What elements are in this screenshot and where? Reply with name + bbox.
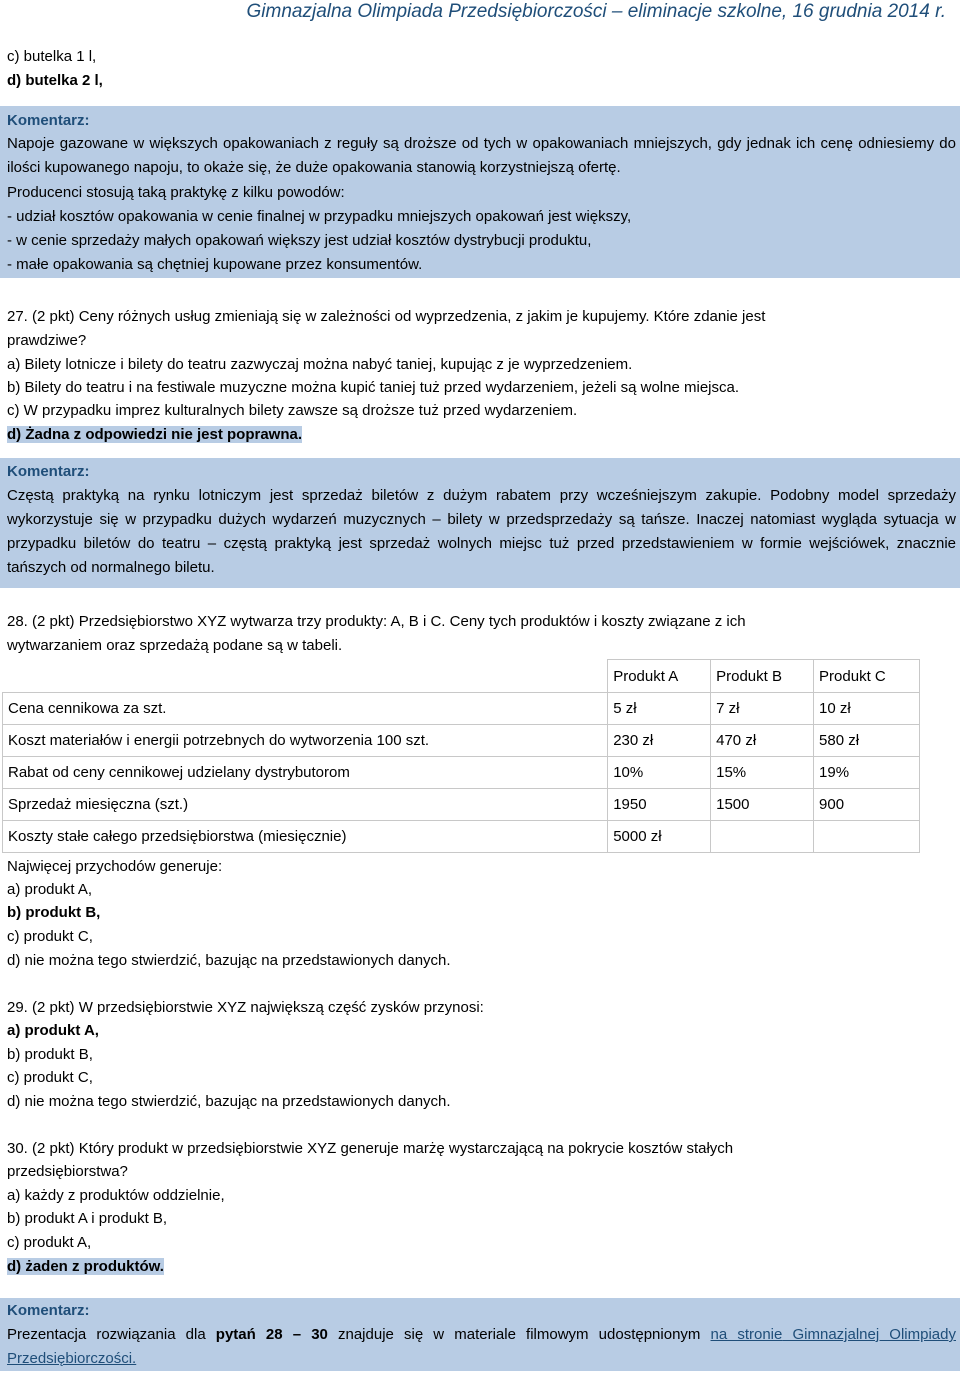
row-label: Koszty stałe całego przedsiębiorstwa (miesięcznie) — [3, 821, 608, 853]
table-cell: 5000 zł — [608, 821, 711, 853]
row-label: Sprzedaż miesięczna (szt.) — [3, 789, 608, 821]
comment-line: Producenci stosują taką praktykę z kilku powodów: — [7, 184, 345, 201]
option-a: a) Bilety lotnicze i bilety do teatru zazwyczaj można nabyć taniej, kupując z je wyprzedzeniem. — [7, 356, 633, 373]
option-c: c) produkt A, — [7, 1234, 92, 1251]
table-row — [3, 725, 920, 757]
cost-table — [2, 659, 920, 853]
table-cell: 15% — [711, 757, 814, 789]
option-b-correct: b) produkt B, — [7, 904, 101, 921]
option-d-prev: d) butelka 2 l, — [7, 72, 103, 89]
table-cell: 580 zł — [814, 725, 920, 757]
table-cell: 1950 — [608, 789, 711, 821]
question-28-cont: wytwarzaniem oraz sprzedażą podane są w tabeli. — [7, 637, 343, 654]
comment-line: - w cenie sprzedaży małych opakowań większy jest udział kosztów dystrybucji produktu, — [7, 232, 592, 249]
comment-line: - udział kosztów opakowania w cenie finalnej w przypadku mniejszych opakowań jest większy, — [7, 208, 632, 225]
olympiad-link[interactable]: Gimnazjalnej Olimpiady Przedsiębiorczości. — [7, 1326, 956, 1367]
row-label: Koszt materiałów i energii potrzebnych do wytworzenia 100 szt. — [3, 725, 608, 757]
table-header: Produkt C — [814, 660, 920, 693]
comment-line: - małe opakowania są chętniej kupowane przez konsumentów. — [7, 256, 423, 273]
table-header: Produkt A — [608, 660, 711, 693]
comment-label: Komentarz: — [7, 1302, 90, 1319]
comment-box-27 — [0, 458, 960, 588]
table-cell: 230 zł — [608, 725, 711, 757]
option-c-prev: c) butelka 1 l, — [7, 48, 97, 65]
option-d: d) nie można tego stwierdzić, bazując na przedstawionych danych. — [7, 1093, 451, 1110]
website-link[interactable]: na stronie — [710, 1326, 783, 1343]
question-29: 29. (2 pkt) W przedsiębiorstwie XYZ największą część zysków przynosi: — [7, 999, 484, 1016]
table-row — [3, 757, 920, 789]
table-cell: 10% — [608, 757, 711, 789]
question-30: 30. (2 pkt) Który produkt w przedsiębiorstwie XYZ generuje marżę wystarczającą na pokrycie kosztów stałych — [7, 1140, 734, 1157]
comment-box-30 — [0, 1298, 960, 1371]
comment-paragraph: Częstą praktyką na rynku lotniczym jest sprzedaż biletów z dużym rabatem przy wcześniejszym zakupie. Podobny model sprzedaży wykorzystuje się w przypadku dużych wydarzeń muzycznych – bilety w przedsprzedaży są tańsze. Inaczej natomiast wygląda sytuacja w przypadku biletów do teatru – częstą praktyką jest sprzedaż wolnych miejsc tuż przed przedstawieniem w formie wejściówek, znacznie tańszych od normalnego biletu. — [7, 487, 956, 576]
table-cell: 1500 — [711, 789, 814, 821]
option-b: b) produkt B, — [7, 1046, 93, 1063]
document-header: Gimnazjalna Olimpiada Przedsiębiorczości – eliminacje szkolne, 16 grudnia 2014 r. — [246, 1, 946, 22]
question-27-cont: prawdziwe? — [7, 332, 87, 349]
table-row — [3, 821, 920, 853]
question-27: 27. (2 pkt) Ceny różnych usług zmieniają się w zależności od wyprzedzenia, z jakim je kupujemy. Które zdanie jest — [7, 308, 766, 325]
table-cell: 19% — [814, 757, 920, 789]
row-label: Cena cennikowa za szt. — [3, 693, 608, 725]
table-cell: 470 zł — [711, 725, 814, 757]
comment-label: Komentarz: — [7, 112, 90, 129]
table-cell: 10 zł — [814, 693, 920, 725]
row-label: Rabat od ceny cennikowej udzielany dystrybutorom — [3, 757, 608, 789]
option-a-correct: a) produkt A, — [7, 1022, 99, 1039]
option-b: b) Bilety do teatru i na festiwale muzyczne można kupić taniej tuż przed wydarzeniem, jeżeli są wolne miejsca. — [7, 379, 739, 396]
comment-box-prev — [0, 106, 960, 278]
option-c: c) W przypadku imprez kulturalnych bilety zawsze są droższe tuż przed wydarzeniem. — [7, 402, 578, 419]
table-header-row — [3, 660, 920, 693]
option-d: d) nie można tego stwierdzić, bazując na przedstawionych danych. — [7, 952, 451, 969]
question-30-cont: przedsiębiorstwa? — [7, 1163, 128, 1180]
option-d-correct: d) żaden z produktów. — [7, 1258, 164, 1275]
option-c: c) produkt C, — [7, 928, 93, 945]
table-row — [3, 789, 920, 821]
table-cell — [711, 821, 814, 853]
comment-label: Komentarz: — [7, 463, 90, 480]
table-cell — [814, 821, 920, 853]
table-cell: 7 zł — [711, 693, 814, 725]
table-row — [3, 693, 920, 725]
option-d-correct: d) Żadna z odpowiedzi nie jest poprawna. — [7, 426, 303, 443]
comment-paragraph: Napoje gazowane w większych opakowaniach z reguły są droższe od tych w opakowaniach mniejszych, gdy jednak ich cenę odniesiemy do ilości kupowanego napoju, to okaże się, że duże opakowania stanowią korzystniejszą ofertę. — [7, 135, 956, 176]
table-cell: 900 — [814, 789, 920, 821]
option-b: b) produkt A i produkt B, — [7, 1210, 168, 1227]
option-a: a) każdy z produktów oddzielnie, — [7, 1187, 225, 1204]
sub-question-28: Najwięcej przychodów generuje: — [7, 858, 223, 875]
comment-paragraph: Prezentacja rozwiązania dla pytań 28 – 30 znajduje się w materiale filmowym udostępnionym na stronie Gimnazjalnej Olimpiady Przedsiębiorczości. — [7, 1326, 956, 1367]
question-28: 28. (2 pkt) Przedsiębiorstwo XYZ wytwarza trzy produkty: A, B i C. Ceny tych produktów i koszty związane z ich — [7, 613, 746, 630]
table-header: Produkt B — [711, 660, 814, 693]
option-c: c) produkt C, — [7, 1069, 93, 1086]
table-cell: 5 zł — [608, 693, 711, 725]
option-a: a) produkt A, — [7, 881, 93, 898]
